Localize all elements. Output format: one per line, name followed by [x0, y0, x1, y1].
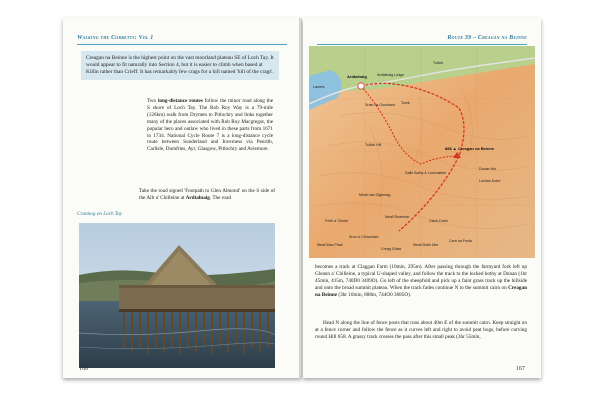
- para2-rest: . The road: [209, 194, 231, 201]
- label-ardtalnaig-lodge: Ardtalnaig Lodge: [377, 73, 405, 77]
- label-mac-phail: Meall Mac Phail: [317, 243, 343, 247]
- label-carn: Carn na Feola: [449, 239, 472, 243]
- label-tullich-hill: Tullich Hill: [365, 143, 382, 147]
- label-creag: Creag Ghlas: [381, 247, 402, 251]
- left-running-head: Walking the Corbetts: Vol 1: [77, 35, 154, 41]
- para1-bold: long-distance routes: [157, 98, 203, 104]
- route-map: [309, 46, 535, 258]
- label-feith: Feith a' Choire: [325, 219, 349, 223]
- label-ardtalnaig: Ardtalnaig: [347, 74, 367, 79]
- label-meall: Meall nan Oighreag: [359, 193, 391, 197]
- label-lochan: Lochan Doire: [479, 179, 501, 183]
- label-meall-ruigh: Meall Reamhar: [385, 215, 410, 219]
- start-marker: [358, 83, 364, 89]
- para1-prefix: Two: [147, 98, 158, 104]
- para2-bold: Ardtalnaig: [185, 194, 210, 201]
- route-description-2: Head N along the line of fence posts that runs about 40m E of the summit cairn. Keep straight on at a fence corner and follow the fence as it curves left and right to avoid peat bogs, before curving round Hill 658. A grassy track crosses the pass after this small peak (3hr 55min,: [315, 320, 527, 340]
- right-page: [303, 18, 541, 378]
- label-lawers: Lawers: [313, 85, 325, 89]
- label-sron: Sron a' Chriochain: [349, 235, 379, 239]
- summit-name: Creagan na Beinne: [315, 284, 527, 298]
- label-tullich: Tullich: [433, 61, 444, 65]
- intro-box: Creagan na Beinne is the highest point on the vast moorland plateau SE of Loch Tay. It would appear to fit naturally into Section 4, but it is easier to climb when based at Killin rather than Crieff. It has remarkably few crags for a hill named 'hill of the crags'.: [81, 51, 279, 80]
- route-paragraph: [139, 188, 275, 202]
- label-clach: Clach Dubh: [429, 219, 448, 223]
- left-page: [63, 18, 301, 378]
- label-tomb: Tomb: [401, 101, 410, 105]
- crannog-photo: [79, 223, 275, 368]
- route-text-1: becomes a track at Claggan Farm (10min, 295m). After passing through the farmyard fork left up Gleann a' Chilleine, a typical U-shaped valley, and follow the track to the locked bothy at Dunan (1hr 45min, 415m, 740D0 3409O). Go left of the sheepfold and pick up a faint grass track up the hillside and onto the broad summit plateau. When the track fades continue N to the summit cairn on: [315, 264, 527, 291]
- label-bothy: Dalle Bothy & Lochnafeile: [405, 171, 447, 175]
- label-summit: 888 ▲ Creagan na Beinne: [445, 146, 495, 151]
- book-spread: [63, 18, 542, 380]
- route-text-2: (3hr 10min, 888m, 744O0 3685O).: [337, 291, 412, 298]
- label-dubh-mor: Meall Dubh Mor: [413, 243, 439, 247]
- route-description: [315, 264, 527, 299]
- left-page-number: 166: [79, 366, 88, 372]
- label-dunan: Dunan Hut: [479, 167, 497, 171]
- para2-prefix: Take the road signed 'Footpath to Glen Almond' on the S side of the Allt a' Chilleine at: [139, 188, 275, 201]
- right-head-rule: [317, 44, 527, 45]
- right-running-head: Route 39 – Creagan na Beinne: [447, 35, 527, 41]
- long-distance-paragraph: [147, 98, 273, 153]
- left-head-rule: [77, 44, 287, 45]
- photo-caption: Crannog on Loch Tay: [77, 211, 123, 217]
- label-srain: Srain na Gourbach: [365, 103, 396, 107]
- para1-rest: follow the minor road along the S shore of Loch Tay. The Rob Roy Way is a 79-mile (126km) walk from Drymen to Pitlochry and links together many of the places associated with Rob Roy Macgregor, the popular hero and outlaw who lived in these parts from 1671 to 1734. National Cycle Route 7 is a long-distance cycle route between Sunderland and Inverness via Penrith, Carlisle, Dumfries, Ayr, Glasgow, Pitlochry and Aviemore.: [147, 98, 274, 153]
- right-page-number: 167: [516, 366, 525, 372]
